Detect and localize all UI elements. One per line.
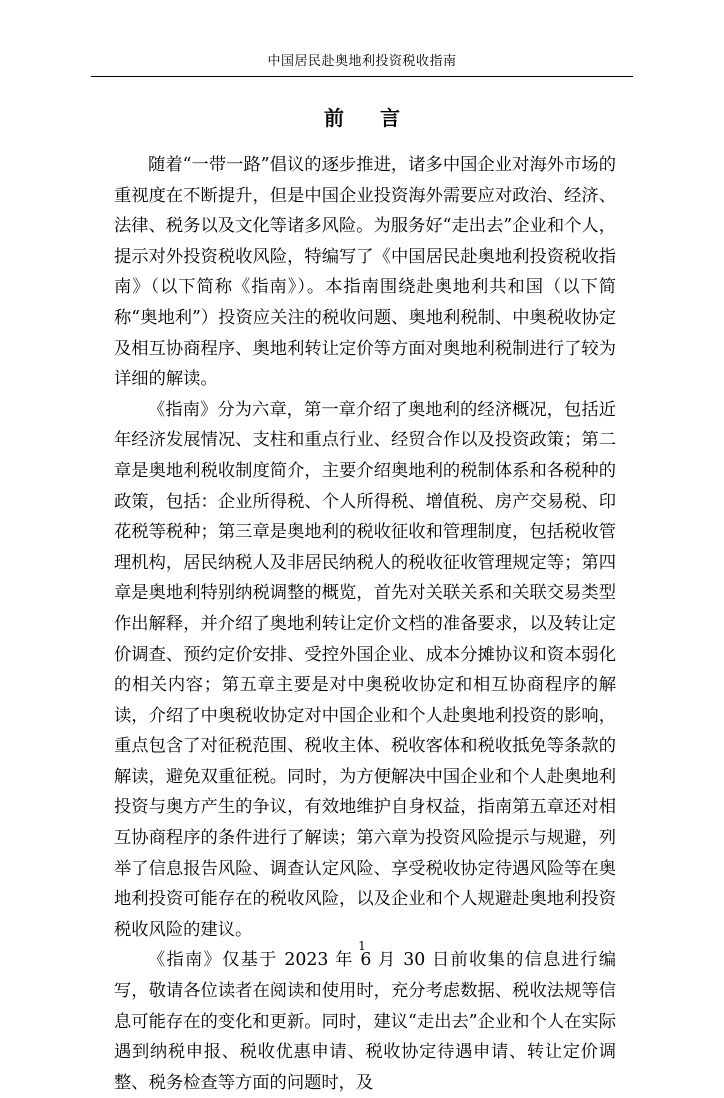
body-text (114, 150, 616, 1098)
running-header: 中国居民赴奥地利投资税收指南 (267, 54, 457, 69)
page-number: 1 (358, 939, 366, 953)
header-divider (91, 76, 633, 77)
paragraph-disclaimer: 《指南》仅基于 2023 年 6 月 30 日前收集的信息进行编写，敬请各位读者在阅读和使用时，充分考虑数据、税收法规等信息可能存在的变化和更新。同时，建议“走出去”企业和个人在实际遇到纳税申报、税收优惠申请、税收协定待遇申请、转让定价调整、税务检查等方面的问题时，及 (114, 950, 616, 1093)
paragraph-chapters: 《指南》分为六章，第一章介绍了奥地利的经济概况，包括近年经济发展情况、支柱和重点行业、经贸合作以及投资政策；第二章是奥地利税收制度简介，主要介绍奥地利的税制体系和各税种的政策，包括：企业所得税、个人所得税、增值税、房产交易税、印花税等税种；第三章是奥地利的税收征收和管理制度，包括税收管理机构，居民纳税人及非居民纳税人的税收征收管理规定等；第四章是奥地利特别纳税调整的概览，首先对关联关系和关联交易类型作出解释，并介绍了奥地利转让定价文档的准备要求，以及转让定价调查、预约定价安排、受控外国企业、成本分摊协议和资本弱化的相关内容；第五章主要是对中奥税收协定和相互协商程序的解读，介绍了中奥税收协定对中国企业和个人赴奥地利投资的影响，重点包含了对征税范围、税收主体、税收客体和税收抵免等条款的解读，避免双重征税。同时，为方便解决中国企业和个人赴奥地利投资与奥方产生的争议，有效地维护自身权益，指南第五章还对相互协商程序的条件进行了解读；第六章为投资风险提示与规避，列举了信息报告风险、调查认定风险、享受税收协定待遇风险等在奥地利投资可能存在的税收风险，以及企业和个人规避赴奥地利投资税收风险的建议。 (114, 399, 616, 940)
page-title: 前言 (324, 106, 436, 130)
paragraph-intro: 随着“一带一路”倡议的逐步推进，诸多中国企业对海外市场的重视度在不断提升，但是中国企业投资海外需要应对政治、经济、法律、税务以及文化等诸多风险。为服务好“走出去”企业和个人，提示对外投资税收风险，特编写了《中国居民赴奥地利投资税收指南》（以下简称《指南》）。本指南围绕赴奥地利共和国（以下简称“奥地利”）投资应关注的税收问题、奥地利税制、中奥税收协定及相互协商程序、奥地利转让定价等方面对奥地利税制进行了较为详细的解读。 (114, 155, 616, 390)
